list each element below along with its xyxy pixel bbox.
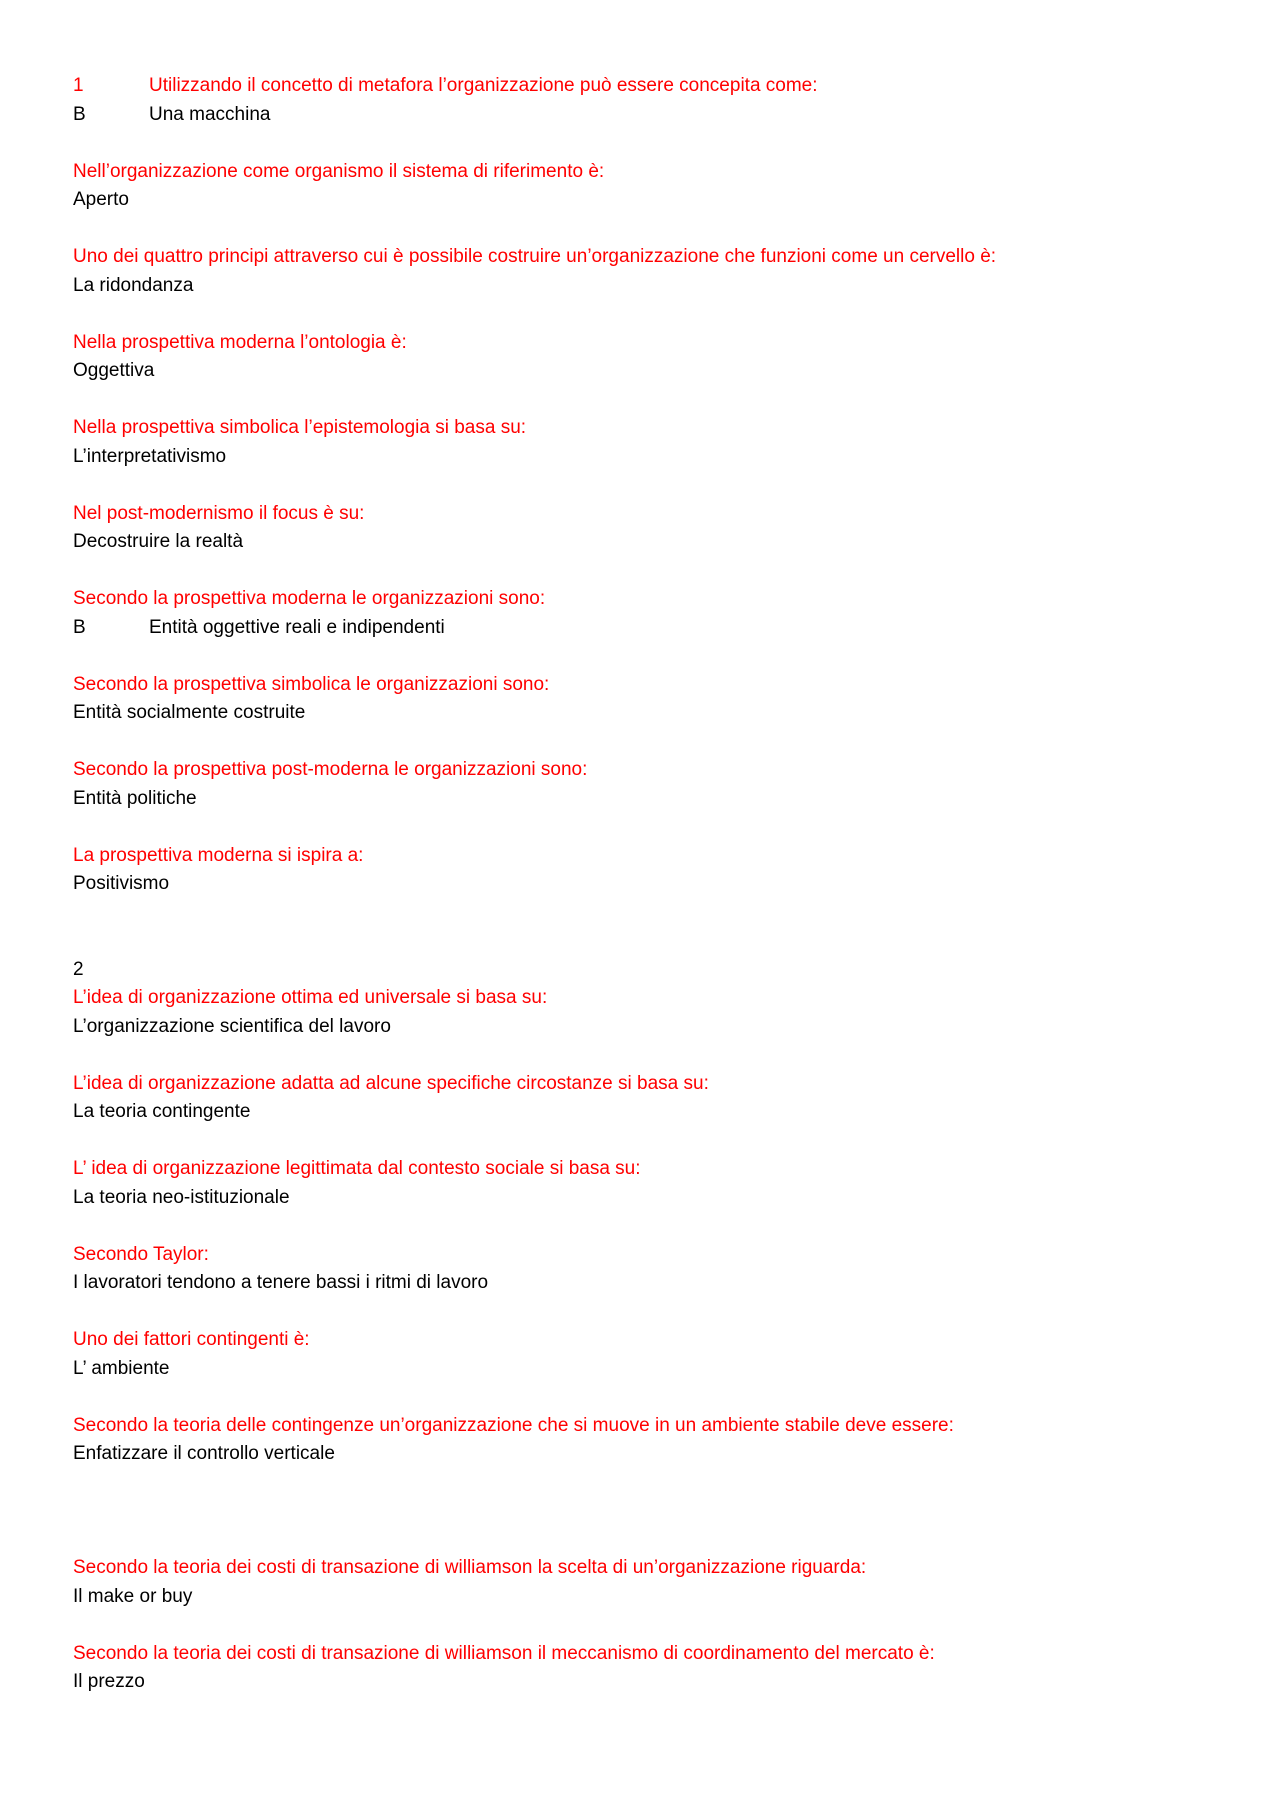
answer-letter: B	[73, 103, 86, 125]
question-line: Secondo la teoria dei costi di transazione di williamson il meccanismo di coordinamento del mercato è:	[73, 1642, 935, 1664]
question-line: Uno dei fattori contingenti è:	[73, 1329, 310, 1350]
answer-line: L’ ambiente	[73, 1357, 170, 1379]
answer-line: Il prezzo	[73, 1671, 145, 1692]
question-line: Nell’organizzazione come organismo il sistema di riferimento è:	[73, 160, 605, 182]
answer-text: Una macchina	[149, 103, 271, 125]
question-line: L’ idea di organizzazione legittimata dal contesto sociale si basa su:	[73, 1158, 641, 1179]
answer-line: La ridondanza	[73, 274, 194, 296]
section-number: 1	[73, 75, 84, 96]
answer-line: I lavoratori tendono a tenere bassi i ritmi di lavoro	[73, 1272, 489, 1293]
question-line: Nella prospettiva simbolica l’epistemologia si basa su:	[73, 417, 527, 438]
answer-line: Il make or buy	[73, 1585, 193, 1607]
question-line: Uno dei quattro principi attraverso cui è possibile costruire un’organizzazione che funzioni come un cervello è:	[73, 246, 997, 267]
answer-line	[73, 101, 1213, 130]
answer-line: L’interpretativismo	[73, 445, 227, 467]
answer-line	[73, 614, 1213, 643]
question-text: Utilizzando il concetto di metafora l’organizzazione può essere concepita come:	[149, 75, 818, 96]
answer-text: Entità oggettive reali e indipendenti	[149, 616, 445, 638]
answer-line: La teoria contingente	[73, 1101, 251, 1122]
answer-line: Entità socialmente costruite	[73, 702, 306, 723]
question-line: Secondo la prospettiva moderna le organizzazioni sono:	[73, 588, 546, 609]
question-line: La prospettiva moderna si ispira a:	[73, 844, 364, 866]
answer-line: Decostruire la realtà	[73, 531, 244, 552]
question-line: Secondo la teoria delle contingenze un’organizzazione che si muove in un ambiente stabile deve essere:	[73, 1414, 954, 1436]
answer-line: La teoria neo-istituzionale	[73, 1186, 290, 1208]
question-line: L’idea di organizzazione adatta ad alcune specifiche circostanze si basa su:	[73, 1072, 709, 1094]
answer-line: Entità politiche	[73, 787, 197, 809]
answer-line: Enfatizzare il controllo verticale	[73, 1443, 335, 1464]
question-line: Secondo la prospettiva simbolica le organizzazioni sono:	[73, 673, 550, 695]
answer-line: Positivismo	[73, 873, 170, 894]
question-line: Nella prospettiva moderna l’ontologia è:	[73, 331, 407, 353]
question-line: Secondo la teoria dei costi di transazione di williamson la scelta di un’organizzazione riguarda:	[73, 1557, 867, 1578]
answer-line: Aperto	[73, 189, 129, 210]
question-line: Nel post-modernismo il focus è su:	[73, 502, 365, 524]
question-line: Secondo Taylor:	[73, 1243, 209, 1265]
question-line	[73, 72, 1213, 101]
question-line: L’idea di organizzazione ottima ed universale si basa su:	[73, 987, 548, 1008]
section-number: 2	[73, 958, 84, 980]
question-line: Secondo la prospettiva post-moderna le organizzazioni sono:	[73, 759, 588, 780]
answer-letter: B	[73, 616, 86, 638]
answer-line: Oggettiva	[73, 360, 155, 381]
document-page	[73, 72, 1213, 1697]
answer-line: L’organizzazione scientifica del lavoro	[73, 1015, 391, 1037]
